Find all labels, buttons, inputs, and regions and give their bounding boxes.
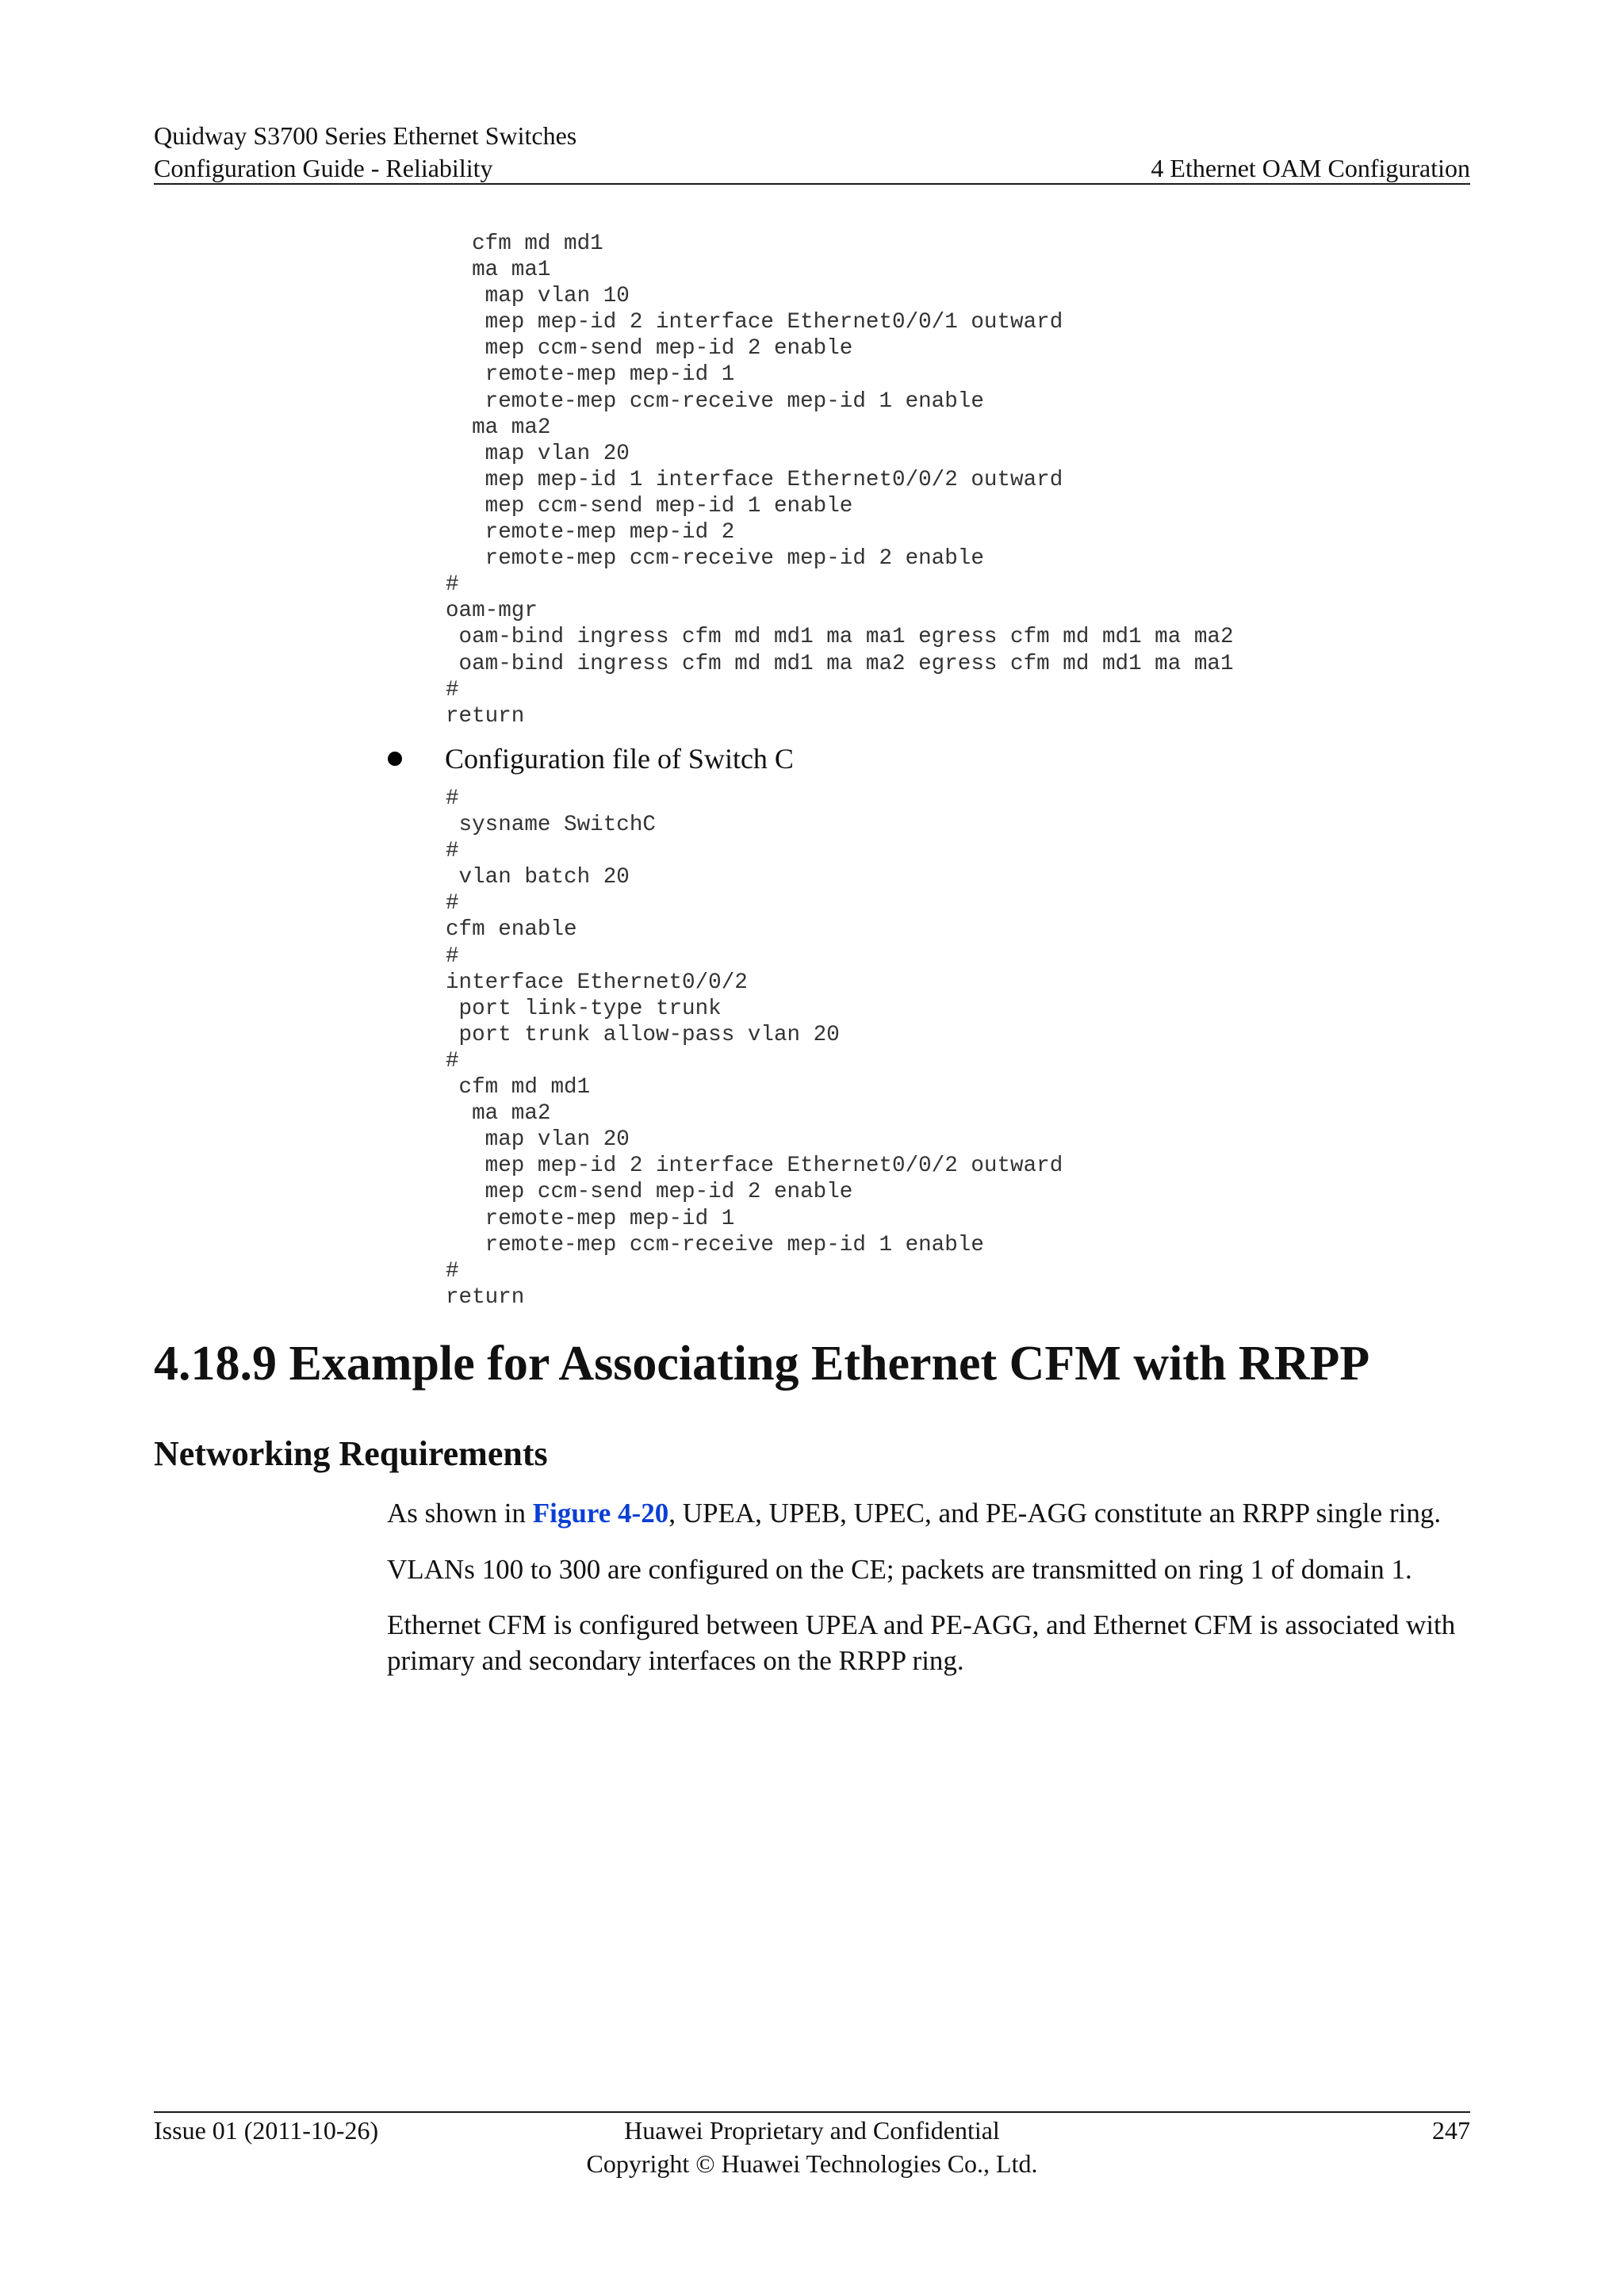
header-rule <box>154 183 1470 185</box>
footer-page-number: 247 <box>1432 2116 1470 2145</box>
section-title: 4.18.9 Example for Associating Ethernet CFM with RRPP <box>154 1337 1370 1391</box>
footer-copyright: Copyright © Huawei Technologies Co., Ltd. <box>586 2149 1038 2178</box>
bullet-label: Configuration file of Switch C <box>445 743 794 775</box>
header-product: Quidway S3700 Series Ethernet Switches <box>154 121 577 150</box>
footer-issue: Issue 01 (2011-10-26) <box>154 2116 379 2145</box>
bullet-icon <box>388 752 402 766</box>
footer-confidential: Huawei Proprietary and Confidential <box>624 2116 1000 2145</box>
paragraph-ring-text-2: , UPEA, UPEB, UPEC, and PE-AGG constitute an RRPP single ring. <box>668 1498 1442 1529</box>
header-chapter: 4 Ethernet OAM Configuration <box>1151 154 1470 182</box>
subheading-networking-requirements: Networking Requirements <box>154 1434 548 1473</box>
footer-rule <box>154 2111 1470 2113</box>
paragraph-cfm: Ethernet CFM is configured between UPEA and PE-AGG, and Ethernet CFM is associated with primary and secondary interfaces on the RRPP ring. <box>387 1609 1456 1676</box>
figure-4-20-link[interactable]: Figure 4-20 <box>532 1498 669 1529</box>
paragraph-vlans: VLANs 100 to 300 are configured on the CE; packets are transmitted on ring 1 of domain 1. <box>387 1554 1412 1585</box>
code-block-switch-b: cfm md md1 ma ma1 map vlan 10 mep mep-id 2 interface Ethernet0/0/1 outward mep ccm-send mep-id 2 enable remote-mep mep-id 1 remote-mep ccm-receive mep-id 1 enable ma ma2 map vlan 20 mep mep-id 1 interface Ethernet0/0/2 outward mep ccm-send mep-id 1 enable remote-mep mep-id 2 remote-mep ccm-receive mep-id 2 enable # oam-mgr oam-bind ingress cfm md md1 ma ma1 egress cfm md md1 ma ma2 oam-bind ingress cfm md md1 ma ma2 egress cfm md md1 ma ma1 # return <box>446 232 1234 729</box>
paragraph-ring-text-1: As shown in <box>387 1498 533 1529</box>
code-block-switch-c: # sysname SwitchC # vlan batch 20 # cfm enable # interface Ethernet0/0/2 port link-type trunk port trunk allow-pass vlan 20 # cfm md md1 ma ma2 map vlan 20 mep mep-id 2 interface Ethernet0/0/2 outward mep ccm-send mep-id 2 enable remote-mep mep-id 1 remote-mep ccm-receive mep-id 1 enable # return <box>446 786 1063 1310</box>
paragraph-ring <box>387 1495 1473 1531</box>
header-guide: Configuration Guide - Reliability <box>154 154 493 182</box>
